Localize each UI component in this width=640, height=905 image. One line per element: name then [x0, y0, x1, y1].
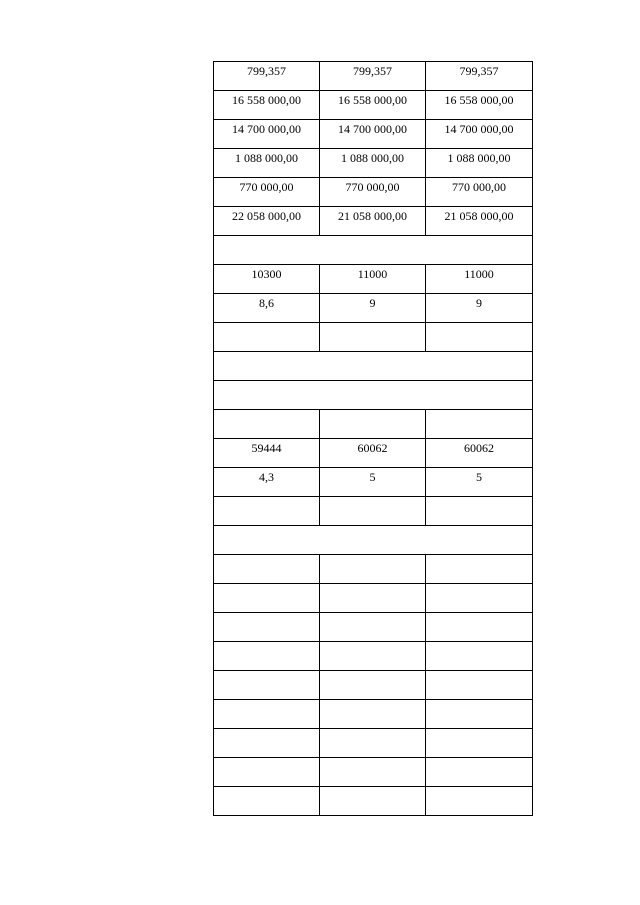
table-cell [426, 497, 533, 526]
table-cell [214, 613, 320, 642]
table-cell: 60062 [426, 439, 533, 468]
table-cell: 60062 [320, 439, 426, 468]
table-cell: 770 000,00 [426, 178, 533, 207]
table-cell: 1 088 000,00 [426, 149, 533, 178]
table-row [214, 207, 533, 236]
table-cell: 1 088 000,00 [214, 149, 320, 178]
table-cell [320, 323, 426, 352]
table-cell [320, 671, 426, 700]
table-cell: 59444 [214, 439, 320, 468]
table-cell: 5 [426, 468, 533, 497]
table-cell [426, 700, 533, 729]
table-cell [320, 642, 426, 671]
table-cell: 770 000,00 [214, 178, 320, 207]
table-row [214, 526, 533, 555]
table-row [214, 323, 533, 352]
table-row [214, 352, 533, 381]
table-cell: 14 700 000,00 [320, 120, 426, 149]
merged-cell [214, 526, 533, 555]
table-row [214, 758, 533, 787]
table-cell: 14 700 000,00 [426, 120, 533, 149]
table-cell: 22 058 000,00 [214, 207, 320, 236]
table-cell [320, 729, 426, 758]
table-cell: 1 088 000,00 [320, 149, 426, 178]
table-cell: 21 058 000,00 [426, 207, 533, 236]
table-row [214, 265, 533, 294]
table-row [214, 294, 533, 323]
table-cell [320, 613, 426, 642]
table-row [214, 584, 533, 613]
table-cell [426, 642, 533, 671]
table-row [214, 381, 533, 410]
table-row [214, 468, 533, 497]
table-row [214, 439, 533, 468]
table-cell [426, 787, 533, 816]
table-row [214, 236, 533, 265]
table-row [214, 671, 533, 700]
table-cell: 770 000,00 [320, 178, 426, 207]
table-row [214, 613, 533, 642]
table-cell [320, 410, 426, 439]
table-row [214, 787, 533, 816]
table-row [214, 120, 533, 149]
merged-cell [214, 236, 533, 265]
table-body [214, 62, 533, 816]
table-cell [320, 497, 426, 526]
table-cell [426, 729, 533, 758]
table-cell [214, 729, 320, 758]
table-cell: 9 [320, 294, 426, 323]
table-cell: 799,357 [214, 62, 320, 91]
table-cell [214, 555, 320, 584]
table-cell: 11000 [320, 265, 426, 294]
table-row [214, 555, 533, 584]
table-cell [214, 410, 320, 439]
table-row [214, 497, 533, 526]
table-cell [426, 323, 533, 352]
table-cell: 799,357 [426, 62, 533, 91]
table-cell: 4,3 [214, 468, 320, 497]
table-cell [426, 613, 533, 642]
table-row [214, 642, 533, 671]
table-cell: 799,357 [320, 62, 426, 91]
table-row [214, 149, 533, 178]
table-row [214, 700, 533, 729]
table-cell [320, 700, 426, 729]
table-cell [320, 584, 426, 613]
table-cell [320, 555, 426, 584]
table-cell [426, 410, 533, 439]
table-cell [214, 758, 320, 787]
table-row [214, 410, 533, 439]
table-cell [214, 700, 320, 729]
table-cell [214, 787, 320, 816]
table-cell: 10300 [214, 265, 320, 294]
table-cell [214, 642, 320, 671]
table-cell [214, 323, 320, 352]
table-cell: 11000 [426, 265, 533, 294]
table-cell [426, 555, 533, 584]
table-row [214, 62, 533, 91]
table-cell: 16 558 000,00 [214, 91, 320, 120]
table-cell: 9 [426, 294, 533, 323]
merged-cell [214, 381, 533, 410]
table-cell [426, 758, 533, 787]
table-cell: 21 058 000,00 [320, 207, 426, 236]
table-cell: 16 558 000,00 [320, 91, 426, 120]
table-cell [214, 584, 320, 613]
table-cell [214, 671, 320, 700]
table-cell: 16 558 000,00 [426, 91, 533, 120]
table-cell: 5 [320, 468, 426, 497]
table-cell [320, 787, 426, 816]
table-cell [214, 497, 320, 526]
table-cell: 14 700 000,00 [214, 120, 320, 149]
table-cell: 8,6 [214, 294, 320, 323]
table-cell [426, 671, 533, 700]
table-row [214, 729, 533, 758]
table-cell [426, 584, 533, 613]
table-row [214, 178, 533, 207]
table-row [214, 91, 533, 120]
table-cell [320, 758, 426, 787]
data-table [213, 61, 533, 816]
merged-cell [214, 352, 533, 381]
